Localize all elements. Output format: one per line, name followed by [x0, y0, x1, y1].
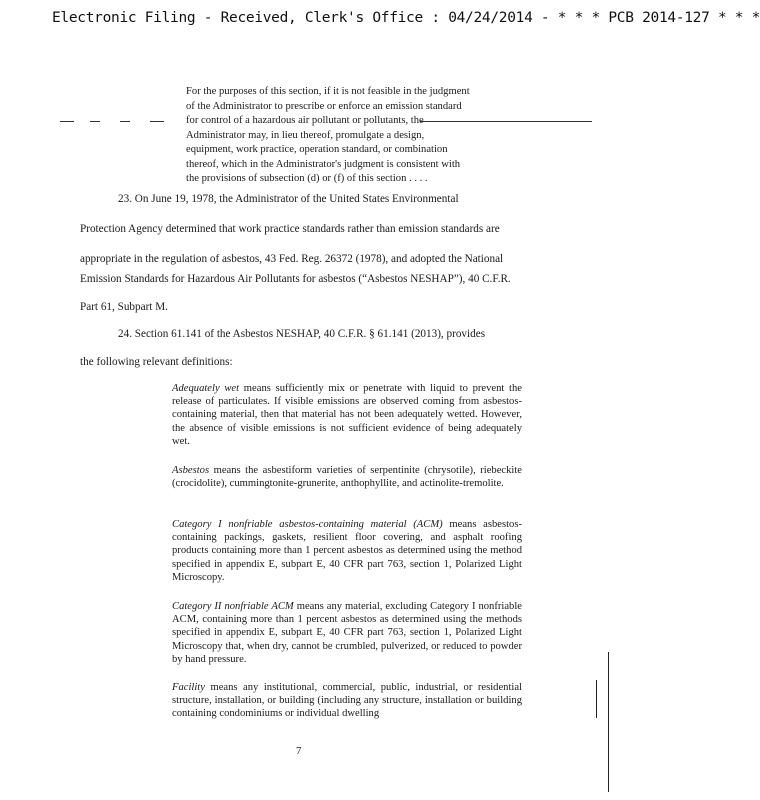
definition-text: means asbestos-containing packings, gaskets, resilient floor covering, and asphalt roofing products containing more than 1 percent asbestos as determined using the method specified in appendix E, subpart E, 40 CFR part 763, section 1, Polarized Light Microscopy.	[172, 519, 522, 583]
definition-asbestos	[172, 464, 522, 490]
paragraph-24-line: 24. Section 61.141 of the Asbestos NESHAP, 40 C.F.R. § 61.141 (2013), provides	[118, 328, 486, 340]
paragraph-24-line: the following relevant definitions:	[80, 356, 233, 368]
definition-text: means the asbestiform varieties of serpentinite (chrysotile), riebeckite (crocidolite), cummingtonite-grunerite, anthophyllite, and actinolite-tremolite.	[172, 465, 522, 490]
scan-artifact-line	[90, 121, 100, 122]
definition-term: Facility	[172, 682, 205, 693]
definition-facility	[172, 681, 522, 721]
quote-line: Administrator may, in lieu thereof, promulgate a design,	[186, 129, 425, 141]
scan-artifact-line	[150, 121, 164, 122]
scan-artifact-edge	[596, 680, 597, 718]
scan-artifact-line	[120, 121, 130, 122]
paragraph-23-line: Emission Standards for Hazardous Air Pollutants for asbestos (“Asbestos NESHAP”), 40 C.F.R.	[80, 273, 511, 285]
quote-line: the provisions of subsection (d) or (f) of this section . . . .	[186, 173, 428, 184]
definition-adequately-wet	[172, 382, 522, 448]
definition-text: means any institutional, commercial, public, industrial, or residential structure, installation, or building (including any structure, installation or building containing condominiums or individual dwelling	[172, 682, 522, 720]
definition-category-i	[172, 518, 522, 584]
definition-text: means sufficiently mix or penetrate with liquid to prevent the release of particulates. If visible emissions are observed coming from asbestos-containing material, then that material has not been adequately wetted. However, the absence of visible emissions is not sufficient evidence of being adequately wet.	[172, 383, 523, 447]
quote-line: For the purposes of this section, if it is not feasible in the judgment	[186, 86, 470, 97]
scan-artifact-edge	[608, 652, 609, 792]
definition-term: Category II nonfriable ACM	[172, 601, 294, 612]
quote-line: thereof, which in the Administrator's judgment is consistent with	[186, 158, 461, 170]
quote-line: for control of a hazardous air pollutant or pollutants, the	[186, 115, 424, 126]
quote-line: of the Administrator to prescribe or enforce an emission standard	[186, 100, 462, 112]
statutory-quote	[186, 85, 504, 187]
page-number: 7	[296, 745, 302, 757]
quote-line: equipment, work practice, operation standard, or combination	[186, 144, 448, 155]
definition-category-ii	[172, 600, 522, 666]
paragraph-23-line: 23. On June 19, 1978, the Administrator of the United States Environmental	[118, 193, 459, 205]
scan-artifact-line	[60, 121, 74, 122]
definition-term: Adequately wet	[172, 383, 240, 394]
definition-term: Category I nonfriable asbestos-containing material (ACM)	[172, 519, 443, 530]
paragraph-23-line: Part 61, Subpart M.	[80, 301, 168, 313]
paragraph-23-line: appropriate in the regulation of asbestos, 43 Fed. Reg. 26372 (1978), and adopted the National	[80, 253, 504, 265]
paragraph-23-line: Protection Agency determined that work practice standards rather than emission standards are	[80, 223, 500, 235]
filing-stamp-header: Electronic Filing - Received, Clerk's Office : 04/24/2014 - * * * PCB 2014-127 * * *	[52, 10, 760, 26]
definition-term: Asbestos	[172, 465, 210, 476]
definition-text: means any material, excluding Category I nonfriable ACM, containing more than 1 percent asbestos as determined using the methods specified in appendix E, subpart E, 40 CFR part 763, section 1, Polarized Light Microscopy that, when dry, cannot be crumbled, pulverized, or reduced to powder by hand pressure.	[172, 601, 522, 665]
